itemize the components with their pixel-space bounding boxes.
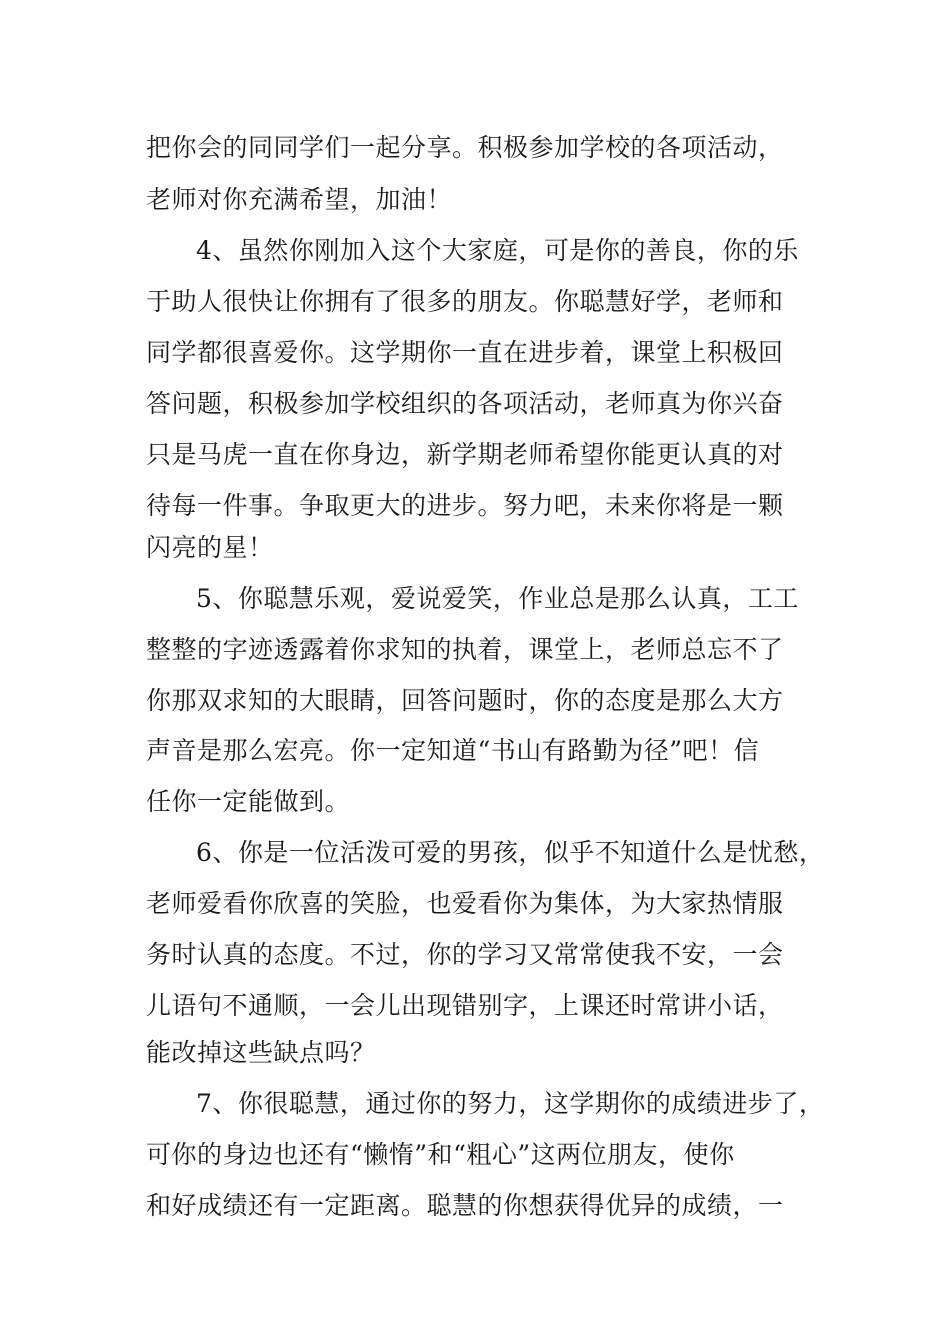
text-line: 闪亮的星！ <box>146 533 274 562</box>
text-line: 你那双求知的大眼睛，回答问题时，你的态度是那么大方 <box>146 686 784 715</box>
text-line: 和好成绩还有一定距离。聪慧的你想获得优异的成绩，一 <box>146 1191 784 1220</box>
text-line: 老师对你充满希望，加油！ <box>146 185 453 214</box>
text-line: 老师爱看你欣喜的笑脸，也爱看你为集体，为大家热情服 <box>146 889 784 918</box>
text-line: 整整的字迹透露着你求知的执着，课堂上，老师总忘不了 <box>146 635 784 664</box>
paragraph-5-start: 5、你聪慧乐观，爱说爱笑，作业总是那么认真，工工 <box>196 584 799 613</box>
text-line: 声音是那么宏亮。你一定知道“书山有路勤为径”吧！信 <box>146 736 760 765</box>
paragraph-7-start: 7、你很聪慧，通过你的努力，这学期你的成绩进步了， <box>196 1089 825 1118</box>
text-line: 待每一件事。争取更大的进步。努力吧，未来你将是一颗 <box>146 491 784 520</box>
paragraph-4-start: 4、虽然你刚加入这个大家庭，可是你的善良，你的乐 <box>196 236 799 265</box>
text-line: 能改掉这些缺点吗？ <box>146 1038 376 1067</box>
text-line: 把你会的同同学们一起分享。积极参加学校的各项活动， <box>146 133 784 162</box>
text-line: 可你的身边也还有“懒惰”和“粗心”这两位朋友，使你 <box>146 1140 735 1169</box>
text-line: 同学都很喜爱你。这学期你一直在进步着，课堂上积极回 <box>146 338 784 367</box>
text-line: 只是马虎一直在你身边，新学期老师希望你能更认真的对 <box>146 440 784 469</box>
text-line: 任你一定能做到。 <box>146 787 351 816</box>
text-line: 务时认真的态度。不过，你的学习又常常使我不安，一会 <box>146 940 784 969</box>
text-line: 于助人很快让你拥有了很多的朋友。你聪慧好学，老师和 <box>146 287 784 316</box>
text-line: 答问题，积极参加学校组织的各项活动，老师真为你兴奋 <box>146 389 784 418</box>
text-line: 儿语句不通顺，一会儿出现错别字，上课还时常讲小话， <box>146 991 784 1020</box>
paragraph-6-start: 6、你是一位活泼可爱的男孩，似乎不知道什么是忧愁， <box>196 838 825 867</box>
